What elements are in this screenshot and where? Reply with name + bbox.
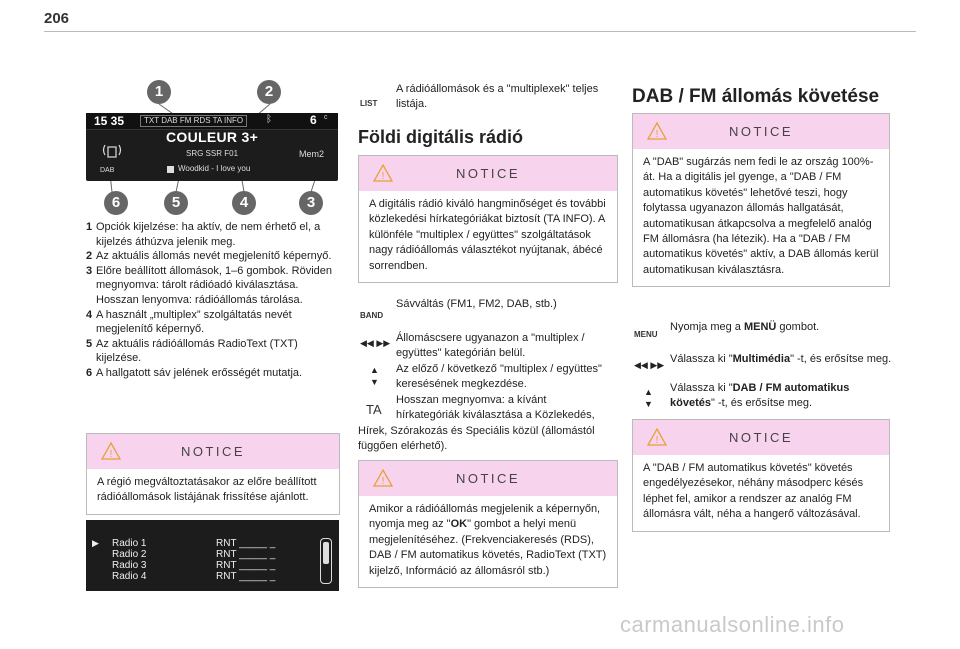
- bluetooth-icon: ᛒ: [266, 114, 272, 125]
- legend-item: 1 Opciók kijelzése: ha aktív, de nem érhető el, a kijelzés áthúzva jelenik meg.: [86, 221, 321, 248]
- left-right-arrows-icon: ◀◀ ▶▶: [360, 338, 391, 348]
- legend-list: [86, 220, 340, 381]
- list-button-icon: LIST: [360, 99, 378, 108]
- multiplex-search-description: Az előző / következő "multiplex / együttes" keresésének megkezdése.: [396, 363, 602, 391]
- page-number: 206: [44, 10, 70, 27]
- signal-sub: c: [324, 114, 328, 121]
- svg-text:!: !: [381, 171, 385, 182]
- band-description: Sávváltás (FM1, FM2, DAB, stb.): [396, 298, 557, 310]
- notice-text: A "DAB" sugárzás nem fedi le az ország 100%-át. Ha a digitális jel gyenge, a "DAB / FM automatikus követés" lehetővé teszi, hogy folytassa ugyanazon állomás hallgatását, automatikusan átkapcsolva a megfelelő analóg FM állomásra (ha létezik). Ha a "DAB / FM automatikus követés" aktív, a DAB állomás kerül automatikusan kiválasztásra.: [643, 156, 879, 276]
- notice-title: NOTICE: [455, 471, 521, 486]
- multiplex-change-description: Állomáscsere ugyanazon a "multiplex / együttes" kategórián belül.: [396, 332, 585, 360]
- svg-text:!: !: [655, 435, 659, 446]
- list-item-rnt: RNT _____ _: [216, 549, 276, 560]
- menu-instruction: Nyomja meg a MENÜ gombot.: [670, 321, 820, 333]
- scrollbar-thumb[interactable]: [323, 542, 329, 564]
- notice-header: [359, 461, 617, 496]
- list-item-rnt: RNT _____ _: [216, 538, 276, 549]
- watermark: carmanualsonline.info: [620, 612, 845, 637]
- up-down-arrows-icon: ▲ ▼: [370, 365, 379, 387]
- notice-header: [633, 114, 889, 149]
- section-heading-dab-fm: DAB / FM állomás követése: [632, 86, 880, 107]
- notice-title: NOTICE: [180, 444, 246, 459]
- notice-text: A digitális rádió kiváló hangminőséget és további közlekedési hírkategóriákat biztosít (TA INFO). A különféle "multiplex / együttes" szolgáltatások nagy rádióállomás választékot nyújtanak, ábécé sorrendben.: [369, 198, 606, 272]
- menu-button-icon: MENU: [634, 330, 658, 339]
- select-multimedia-instruction: Válassza ki "Multimédia" -t, és erősítse meg.: [670, 353, 892, 365]
- select-dab-fm-instruction: Válassza ki "DAB / FM automatikus követés" -t, és erősítse meg.: [670, 382, 850, 410]
- notice-box-region: [358, 460, 618, 588]
- left-right-arrows-icon: ◀◀ ▶▶: [634, 360, 665, 370]
- callout-1: 1: [147, 80, 171, 104]
- ta-description-line2: hírkategóriák kiválasztása a Közlekedés,: [396, 409, 595, 421]
- legend-item: 3 Előre beállított állomások, 1–6 gombok. Röviden megnyomva: tárolt rádióadó kiválasztása. Hosszan lenyomva: rádióállomás tárolása.: [86, 264, 333, 306]
- callout-5: 5: [164, 191, 188, 215]
- list-item[interactable]: Radio 4: [112, 571, 147, 582]
- svg-text:!: !: [381, 476, 385, 487]
- antenna-icon: [102, 141, 122, 159]
- signal-strength: 6: [310, 113, 317, 127]
- band-button-icon: BAND: [360, 311, 384, 320]
- svg-text:!: !: [655, 129, 659, 140]
- radiotext-icon: [167, 166, 174, 173]
- ta-button-icon: TA: [366, 402, 382, 417]
- list-item[interactable]: Radio 2: [112, 549, 147, 560]
- callout-2: 2: [257, 80, 281, 104]
- ta-description-line1: Hosszan megnyomva: a kívánt: [396, 394, 547, 406]
- ta-description-line3: Hírek, Szórakozás és Speciális közül (állomástól függően elérhető).: [358, 425, 595, 453]
- station-list-screen: [86, 520, 339, 591]
- station-name: COULEUR 3+: [166, 129, 259, 145]
- legend-item: 6 A hallgatott sáv jelének erősségét mutatja.: [86, 366, 303, 379]
- callout-6: 6: [104, 191, 128, 215]
- notice-title: NOTICE: [728, 430, 794, 445]
- legend-item: 2 Az aktuális állomás nevét megjelenítő képernyő.: [86, 250, 332, 263]
- radio-display-screen: [86, 113, 338, 181]
- dab-label: DAB: [100, 167, 115, 174]
- option-flags: TXT DAB FM RDS TA INFO: [140, 115, 247, 127]
- scrollbar[interactable]: [320, 538, 332, 584]
- station-names: [112, 538, 146, 582]
- multiplex-name: SRG SSR F01: [186, 149, 239, 158]
- list-item-rnt: RNT _____ _: [216, 560, 276, 571]
- notice-header: [359, 156, 617, 191]
- radiotext: Woodkid - I love you: [178, 164, 251, 173]
- notice-header: [87, 434, 339, 469]
- notice-text: Amikor a rádióállomás megjelenik a képernyőn, nyomja meg az "OK" gombot a helyi menü megjelenítéséhez. (Frekvenciakeresés (RDS), DAB / FM automatikus követés, RadioText (TXT) kijelző, Információ az állomásról stb.): [369, 503, 607, 577]
- preset-memory: Mem2: [299, 149, 325, 159]
- list-item-rnt: RNT _____ _: [216, 571, 276, 582]
- svg-text:!: !: [109, 449, 113, 460]
- notice-box-region: [632, 419, 890, 532]
- notice-title: NOTICE: [455, 166, 521, 181]
- callout-4: 4: [232, 191, 256, 215]
- station-radiotexts: [216, 538, 275, 582]
- callout-3: 3: [299, 191, 323, 215]
- notice-box-region: [86, 433, 340, 515]
- notice-text: A régió megváltoztatásakor az előre beállított rádióállomások listájának frissítése ajánlott.: [97, 476, 317, 504]
- notice-box-region: [358, 155, 618, 283]
- up-down-arrows-icon: ▲ ▼: [644, 387, 653, 409]
- notice-header: [633, 420, 889, 455]
- list-item[interactable]: Radio 1: [112, 538, 147, 549]
- list-item[interactable]: Radio 3: [112, 560, 147, 571]
- header-divider: [44, 31, 916, 32]
- legend-item: 5 Az aktuális rádióállomás RadioText (TXT) kijelzése.: [86, 337, 298, 365]
- notice-title: NOTICE: [728, 124, 794, 139]
- selection-arrow-icon: ▶: [92, 538, 99, 548]
- section-heading-digital-radio: Földi digitális rádió: [358, 127, 524, 147]
- notice-box-region: [632, 113, 890, 287]
- notice-text: A "DAB / FM automatikus követés" követés engedélyezésekor, néhány másodperc késés léphet fel, amikor a rendszer az analóg FM állomásra vált, néha a hangerő változásával.: [643, 462, 864, 521]
- clock: 15 35: [94, 114, 125, 128]
- list-description: A rádióállomások és a "multiplexek" teljes listája.: [396, 83, 599, 111]
- legend-item: 4 A használt „multiplex” szolgáltatás nevét megjelenítő képernyő.: [86, 308, 292, 336]
